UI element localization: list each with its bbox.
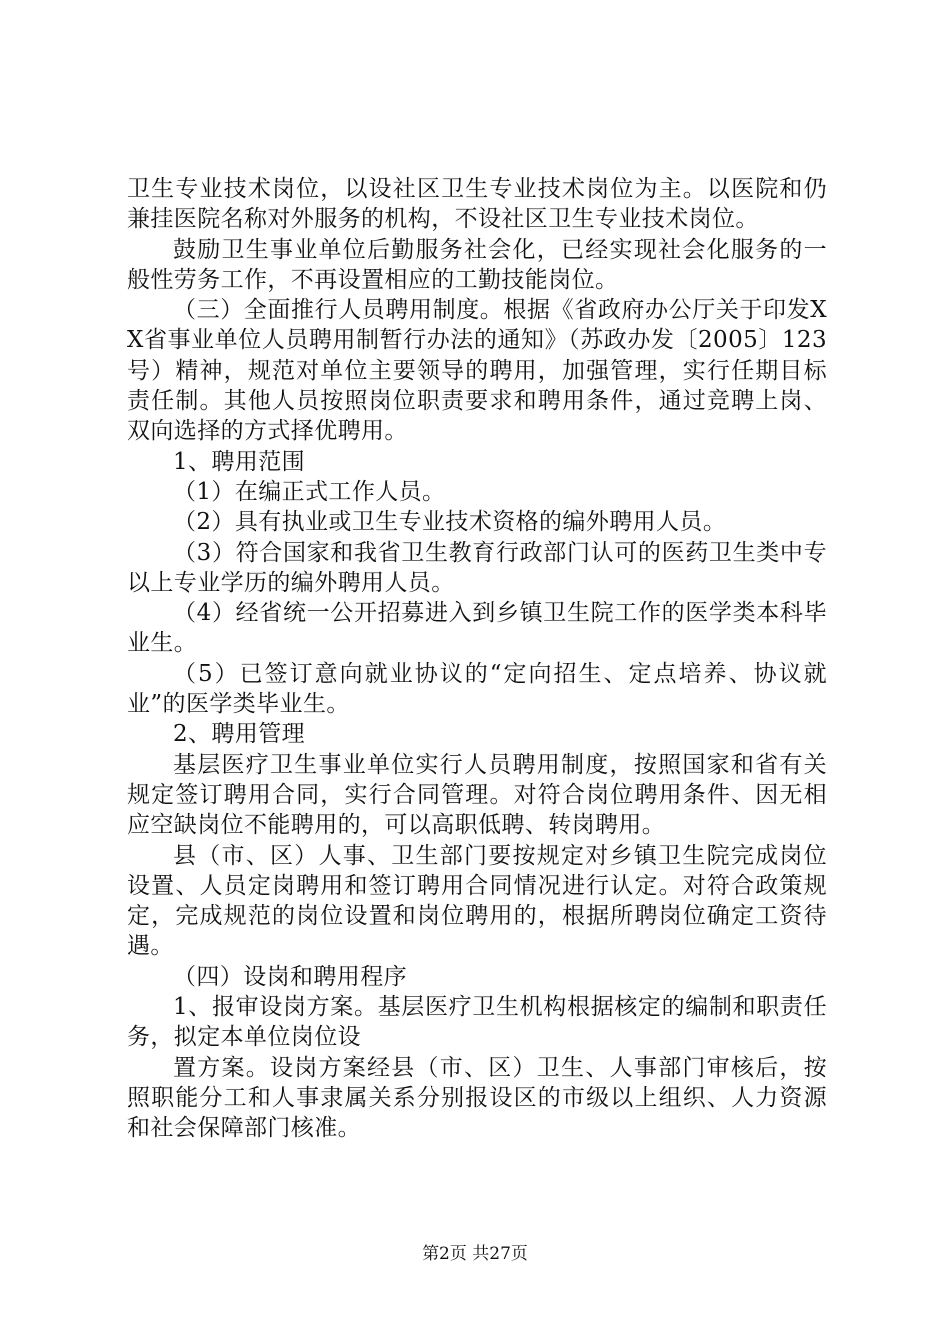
paragraph-4: 1、聘用范围 [173, 448, 306, 475]
paragraph-3: （三）全面推行人员聘用制度。根据《省政府办公厅关于印发XX省事业单位人员聘用制暂行办法的通知》（苏政办发〔2005〕123号）精神，规范对单位主要领导的聘用，加强管理，实行任期目标责任制。其他人员按照岗位职责要求和聘用条件，通过竞聘上岗、双向选择的方式择优聘用。 [127, 297, 827, 445]
paragraph-13: （四）设岗和聘用程序 [173, 963, 407, 990]
document-body [127, 174, 827, 1144]
paragraph-7: （3）符合国家和我省卫生教育行政部门认可的医药卫生类中专以上专业学历的编外聘用人员。 [127, 539, 827, 596]
paragraph-5: （1）在编正式工作人员。 [173, 478, 446, 505]
page-footer: 第2页 共27页 [422, 1244, 528, 1264]
paragraph-12: 县（市、区）人事、卫生部门要按规定对乡镇卫生院完成岗位设置、人员定岗聘用和签订聘用合同情况进行认定。对符合政策规定，完成规范的岗位设置和岗位聘用的，根据所聘岗位确定工资待遇。 [127, 842, 827, 960]
paragraph-8: （4）经省统一公开招募进入到乡镇卫生院工作的医学类本科毕业生。 [127, 600, 827, 657]
paragraph-2: 鼓励卫生事业单位后勤服务社会化，已经实现社会化服务的一般性劳务工作，不再设置相应的工勤技能岗位。 [127, 236, 827, 293]
paragraph-6: （2）具有执业或卫生专业技术资格的编外聘用人员。 [173, 509, 727, 536]
paragraph-9: （5）已签订意向就业协议的“定向招生、定点培养、协议就业”的医学类毕业生。 [127, 660, 827, 718]
paragraph-10: 2、聘用管理 [173, 721, 306, 748]
paragraph-11: 基层医疗卫生事业单位实行人员聘用制度，按照国家和省有关规定签订聘用合同，实行合同管理。对符合岗位聘用条件、因无相应空缺岗位不能聘用的，可以高职低聘、转岗聘用。 [127, 751, 827, 839]
paragraph-15: 置方案。设岗方案经县（市、区）卫生、人事部门审核后，按照职能分工和人事隶属关系分别报设区的市级以上组织、人力资源和社会保障部门核准。 [127, 1054, 827, 1142]
paragraph-1: 卫生专业技术岗位，以设社区卫生专业技术岗位为主。以医院和仍兼挂医院名称对外服务的机构，不设社区卫生专业技术岗位。 [127, 176, 827, 233]
paragraph-14: 1、报审设岗方案。基层医疗卫生机构根据核定的编制和职责任务，拟定本单位岗位设 [127, 994, 827, 1051]
